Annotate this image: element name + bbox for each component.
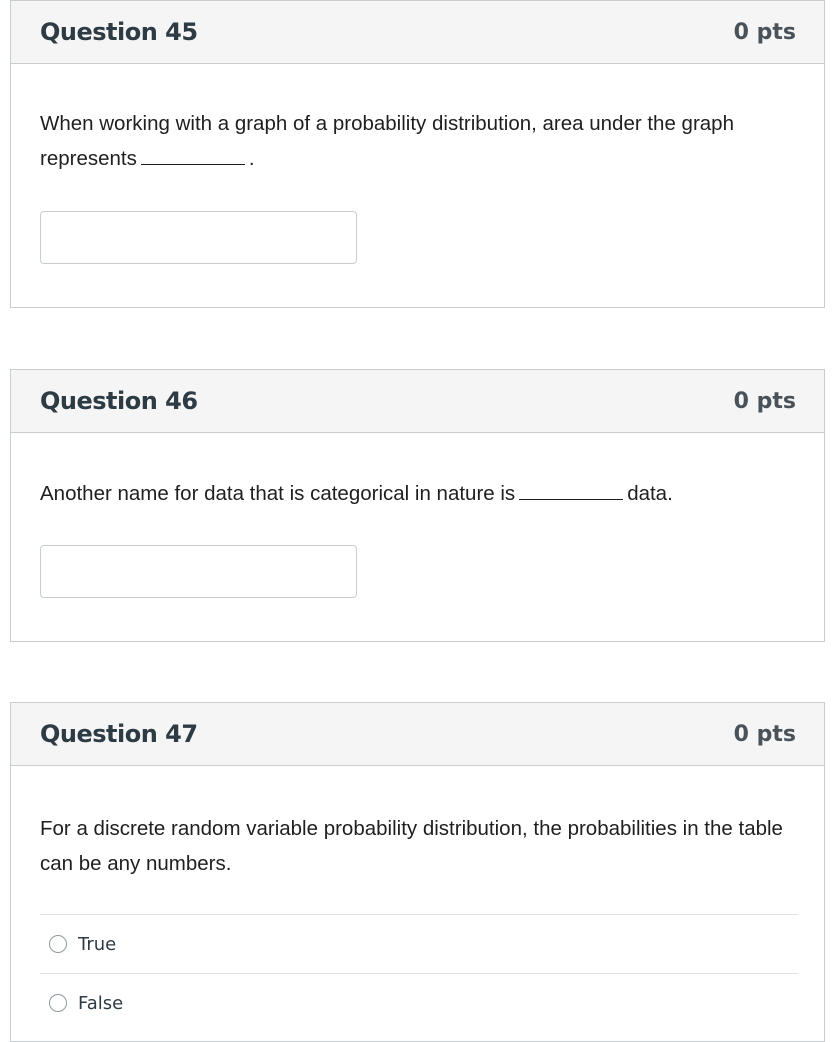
question-46-answer-input[interactable] (40, 545, 357, 598)
question-45-title: Question 45 (40, 18, 198, 46)
question-46-blank (519, 481, 623, 500)
question-46-header (11, 370, 824, 433)
question-47-card (10, 702, 825, 1042)
question-45-card (10, 0, 825, 308)
question-45-text (40, 106, 784, 176)
question-45-answer-input[interactable] (40, 211, 357, 264)
choice-false-label: False (78, 992, 124, 1014)
question-45-points: 0 pts (733, 19, 796, 45)
radio-true[interactable] (49, 935, 67, 953)
question-46-text-after: data. (627, 482, 673, 505)
choice-true[interactable] (40, 914, 798, 973)
radio-false[interactable] (49, 994, 67, 1012)
question-46-card (10, 369, 825, 642)
question-47-points: 0 pts (733, 721, 796, 747)
question-45-header (11, 1, 824, 64)
question-46-title: Question 46 (40, 387, 198, 415)
question-45-text-after: . (248, 147, 255, 170)
question-47-choices (40, 914, 798, 1032)
question-47-text: For a discrete random variable probability distribution, the probabilities in the table can be any numbers. (40, 817, 783, 875)
question-47-title: Question 47 (40, 720, 198, 748)
question-46-points: 0 pts (733, 388, 796, 414)
question-45-text-before: When working with a graph of a probability distribution, area under the graph represents (40, 112, 734, 170)
choice-false[interactable] (40, 973, 798, 1032)
choice-true-label: True (78, 933, 117, 955)
question-46-text (40, 476, 784, 511)
question-46-text-before: Another name for data that is categorical in nature is (40, 482, 516, 505)
question-45-blank (141, 146, 245, 165)
question-47-header (11, 703, 824, 766)
